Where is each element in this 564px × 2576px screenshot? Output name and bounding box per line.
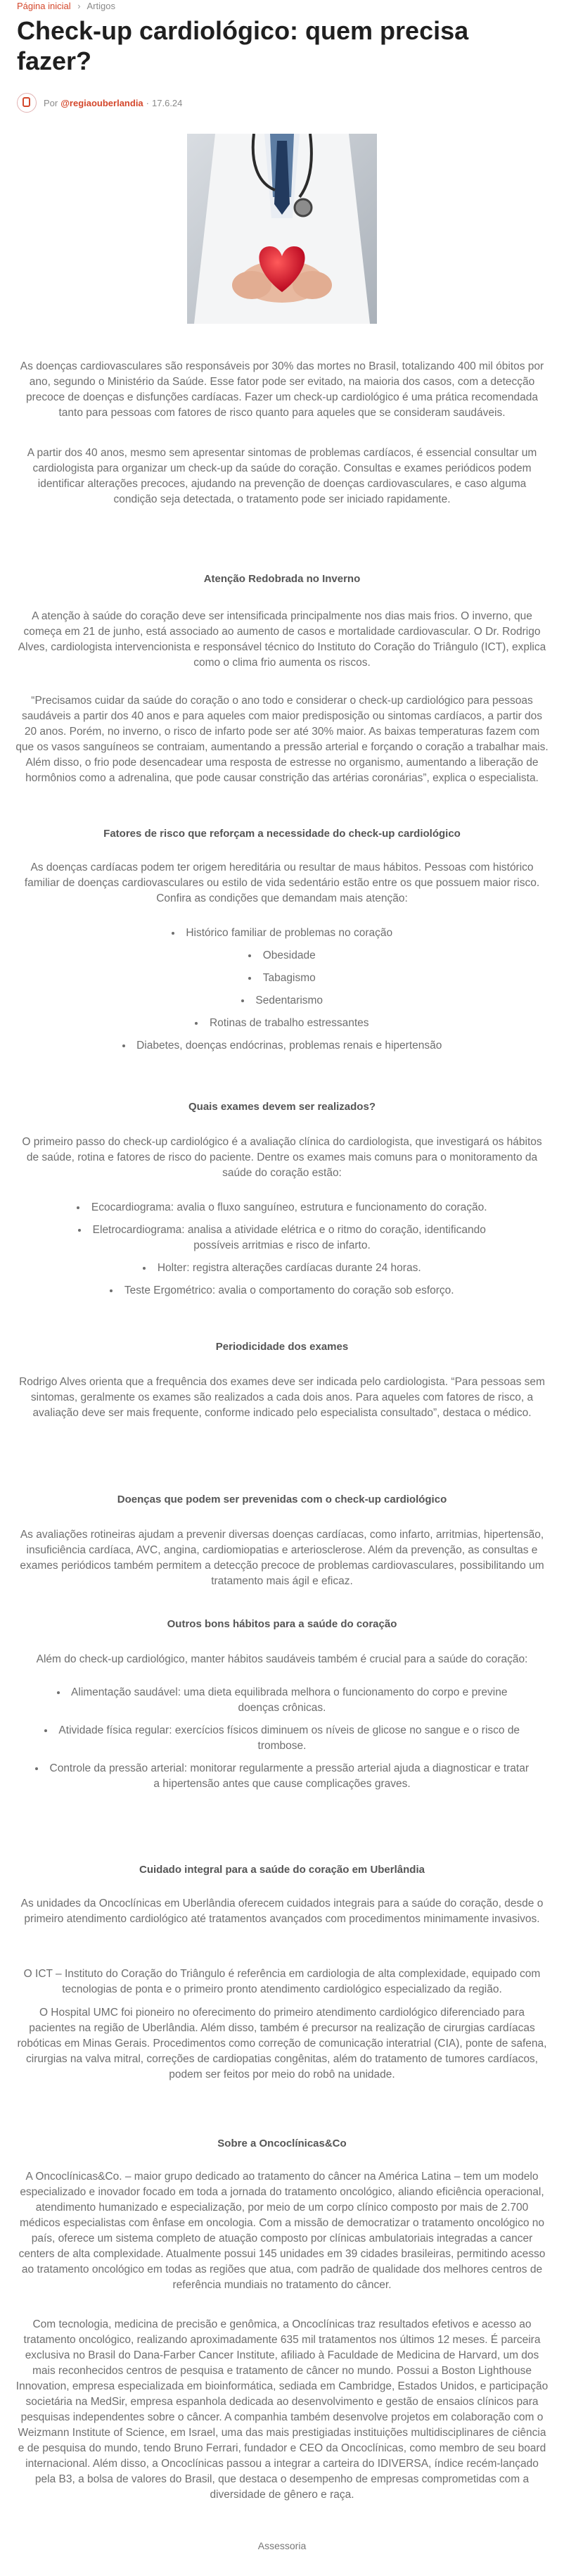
doctor-holding-heart-photo [187,134,377,324]
paragraph-winter: A atenção à saúde do coração deve ser intensificada principalmente nos dias mais frios. O inverno, que começa em 21 de junho, está associado ao aumento de casos e mortalidade cardiovascular. O Dr. Rodrigo Alves, cardiologista intervencionista e responsável técnico do Instituto do Coração do Triângulo (ICT), explica como o clima frio aumenta os riscos. [18,610,546,669]
paragraph-risk-factors: As doenças cardíacas podem ter origem hereditária ou resultar de maus hábitos. Pessoas com histórico familiar de doenças cardiovasculares ou estilo de vida sedentário estão entre os que possuem maior risco. Confira as condições que demandam mais atenção: [24,861,540,904]
heading-periodicity: Periodicidade dos exames [215,1341,349,1353]
heading-risk-factors: Fatores de risco que reforçam a necessidade do check-up cardiológico [103,828,461,840]
byline-prefix: Por [44,97,58,108]
heading-care: Cuidado integral para a saúde do coração em Uberlândia [139,1864,425,1876]
paragraph-after-40: A partir dos 40 anos, mesmo sem apresentar sintomas de problemas cardíacos, é essencial consultar um cardiologista para organizar um check-up da saúde do coração. Consultas e exames periódicos podem identificar alterações precoces, ajudando na prevenção de doenças cardiovasculares, e caso alguma condição seja detectada, o tratamento pode ser iniciado rapidamente. [27,447,537,505]
breadcrumb-home-link[interactable]: Página inicial [17,1,71,11]
list-item: • Atividade física regular: exercícios físicos diminuem os níveis de glicose no sangue e o risco de trombose. [35,1723,529,1754]
paragraph-prevent: As avaliações rotineiras ajudam a prevenir diversas doenças cardíacas, como infarto, arritmias, hipertensão, insuficiência cardíaca, AVC, angina, cardiomiopatias e arteriosclerose. Além da prevenção, as consultas e exames periódicos também permitem a detecção precoce de problemas cardiovasculares, possibilitando um tratamento mais ágil e eficaz. [20,1529,544,1587]
exam-list [0,1200,564,1306]
heading-winter: Atenção Redobrada no Inverno [203,573,361,585]
list-item: • Histórico familiar de problemas no coração [0,926,564,941]
paragraph-periodicity: Rodrigo Alves orienta que a frequência dos exames deve ser indicada pelo cardiologista. “Para pessoas sem sintomas, geralmente os exames são realizados a cada dois anos. Para aqueles com fatores de risco, a avaliação deve ser mais frequente, conforme indicado pelo especialista consultado”, destaca o médico. [19,1376,545,1419]
paragraph-quote: “Precisamos cuidar da saúde do coração o ano todo e considerar o check-up cardiológico para pessoas saudáveis a partir dos 40 anos e para aqueles com maior predisposição ou sintomas cardíacos, a partir dos 20 anos. Porém, no inverno, o risco de infarto pode ser até 30% maior. As baixas temperaturas fazem com que os vasos sanguíneos se contraiam, aumentando a pressão arterial e forçando o coração a trabalhar mais. Além disso, o frio pode desencadear uma resposta de estresse no organismo, aumentando a liberação de hormônios como a adrenalina, que pode causar constrição das artérias coronárias”, explica o especialista. [15,695,549,784]
heading-prevent: Doenças que podem ser prevenidas com o check-up cardiológico [117,1494,447,1505]
paragraph-technology: Com tecnologia, medicina de precisão e genômica, a Oncoclínicas traz resultados efetivos e acesso ao tratamento oncológico, realizando aproximadamente 635 mil tratamentos nos últimos 12 meses. É parceira exclusiva no Brasil do Dana-Farber Cancer Institute, afiliado à Faculdade de Medicina de Harvard, um dos mais reconhecidos centros de pesquisa e tratamento de câncer no mundo. Possui a Boston Lighthouse Innovation, empresa especializada em bioinformática, sediada em Cambridge, Estados Unidos, e participação societária na MedSir, empresa espanhola dedicada ao desenvolvimento e gestão de ensaios clínicos para pesquisas independentes sobre o câncer. A companhia também desenvolve projetos em colaboração com o Weizmann Institute of Science, em Israel, uma das mais prestigiadas instituições multidisciplinares de ciência e de pesquisa do mundo, tendo Bruno Ferrari, fundador e CEO da Oncoclínicas, como membro de seu board internacional. Além disso, a Oncoclínicas passou a integrar a carteira do IDIVERSA, índice recém-lançado pela B3, a bolsa de valores do Brasil, que destaca o desempenho de empresas comprometidas com a diversidade de gênero e raça. [15,2318,549,2501]
list-item: • Rotinas de trabalho estressantes [0,1016,564,1031]
heading-about: Sobre a Oncoclínicas&Co [217,2138,347,2149]
heading-exams: Quais exames devem ser realizados? [188,1101,376,1113]
list-item: • Obesidade [0,948,564,964]
list-item: • Holter: registra alterações cardíacas durante 24 horas. [56,1261,508,1276]
author-link[interactable]: @regiaouberlandia [60,97,143,108]
list-item: • Sedentarismo [0,993,564,1009]
list-item: • Controle da pressão arterial: monitorar regularmente a pressão arterial ajuda a diagnosticar e tratar a hipertensão antes que cause complicações graves. [35,1761,529,1792]
heading-habits: Outros bons hábitos para a saúde do coração [167,1618,397,1630]
list-item: • Ecocardiograma: avalia o fluxo sanguíneo, estrutura e funcionamento do coração. [56,1200,508,1216]
paragraph-about: A Oncoclínicas&Co. – maior grupo dedicado ao tratamento do câncer na América Latina – tem um modelo especializado e inovador focado em toda a jornada do tratamento oncológico, aliando eficiência operacional, atendimento humanizado e especialização, por meio de um corpo clínico composto por mais de 2.700 médicos especialistas com ênfase em oncologia. Com a missão de democratizar o tratamento oncológico no país, oferece um sistema completo de atuação composto por clínicas ambulatoriais integradas a cancer centers de alta complexidade. Atualmente possui 145 unidades em 39 cidades brasileiras, permitindo acesso ao tratamento oncológico em todas as regiões que atua, com padrão de qualidade dos melhores centros de referência mundiais no tratamento do câncer. [18,2171,546,2291]
publish-date: 17.6.24 [152,97,183,108]
date-separator: · [146,97,150,108]
footer-label: Assessoria [257,2540,307,2551]
page-title: Check-up cardiológico: quem precisa fazer? [17,16,469,75]
breadcrumb-section[interactable]: Artigos [86,1,115,11]
list-item: • Eletrocardiograma: analisa a atividade elétrica e o ritmo do coração, identificando possíveis arritmias e risco de infarto. [56,1223,508,1254]
paragraph-umc: O Hospital UMC foi pioneiro no oferecimento do primeiro atendimento cardiológico diferenciado para pacientes na região de Uberlândia. Além disso, também é precursor na realização de cirurgias cardíacas robóticas em Minas Gerais. Procedimentos como correção de comunicação interatrial (CIA), ponte de safena, cirurgias na valva mitral, correções de cardiopatias congênitas, além do tratamento de tumores cardíacos, podem ser feitos por meio do robô na unidade. [17,2007,547,2081]
risk-factor-list [0,926,564,1061]
list-item: • Tabagismo [0,971,564,986]
byline [17,92,182,113]
breadcrumb-separator: › [77,1,81,11]
breadcrumb [17,0,115,13]
habit-list [0,1685,564,1799]
hero-illustration [187,134,377,324]
paragraph-care: As unidades da Oncoclínicas em Uberlândia oferecem cuidados integrais para a saúde do coração, desde o primeiro atendimento cardiológico até tratamentos avançados com procedimentos minimamente invasivos. [20,1898,544,1925]
paragraph-exams: O primeiro passo do check-up cardiológico é a avaliação clínica do cardiologista, que investigará os hábitos de saúde, rotina e fatores de risco do paciente. Dentre os exames mais comuns para o monitoramento da saúde do coração estão: [22,1136,542,1179]
paragraph-intro: As doenças cardiovasculares são responsáveis por 30% das mortes no Brasil, totalizando 400 mil óbitos por ano, segundo o Ministério da Saúde. Esse fator pode ser evitado, na maioria dos casos, com a detecção precoce de doenças e disfunções cardíacas. Fazer um check-up cardiológico é uma prática recomendada tanto para pessoas com fatores de risco quanto para aqueles que se consideram saudáveis. [20,360,544,419]
paragraph-ict: O ICT – Instituto do Coração do Triângulo é referência em cardiologia de alta complexidade, equipado com tecnologias de ponta e o primeiro pronto atendimento cardiológico especializado da região. [23,1968,541,1995]
paragraph-habits: Além do check-up cardiológico, manter hábitos saudáveis também é crucial para a saúde do coração: [36,1653,528,1665]
list-item: • Diabetes, doenças endócrinas, problemas renais e hipertensão [0,1038,564,1054]
list-item: • Teste Ergométrico: avalia o comportamento do coração sob esforço. [56,1283,508,1299]
list-item: • Alimentação saudável: uma dieta equilibrada melhora o funcionamento do corpo e previne doenças crônicas. [35,1685,529,1716]
region-logo-icon[interactable] [17,93,37,113]
